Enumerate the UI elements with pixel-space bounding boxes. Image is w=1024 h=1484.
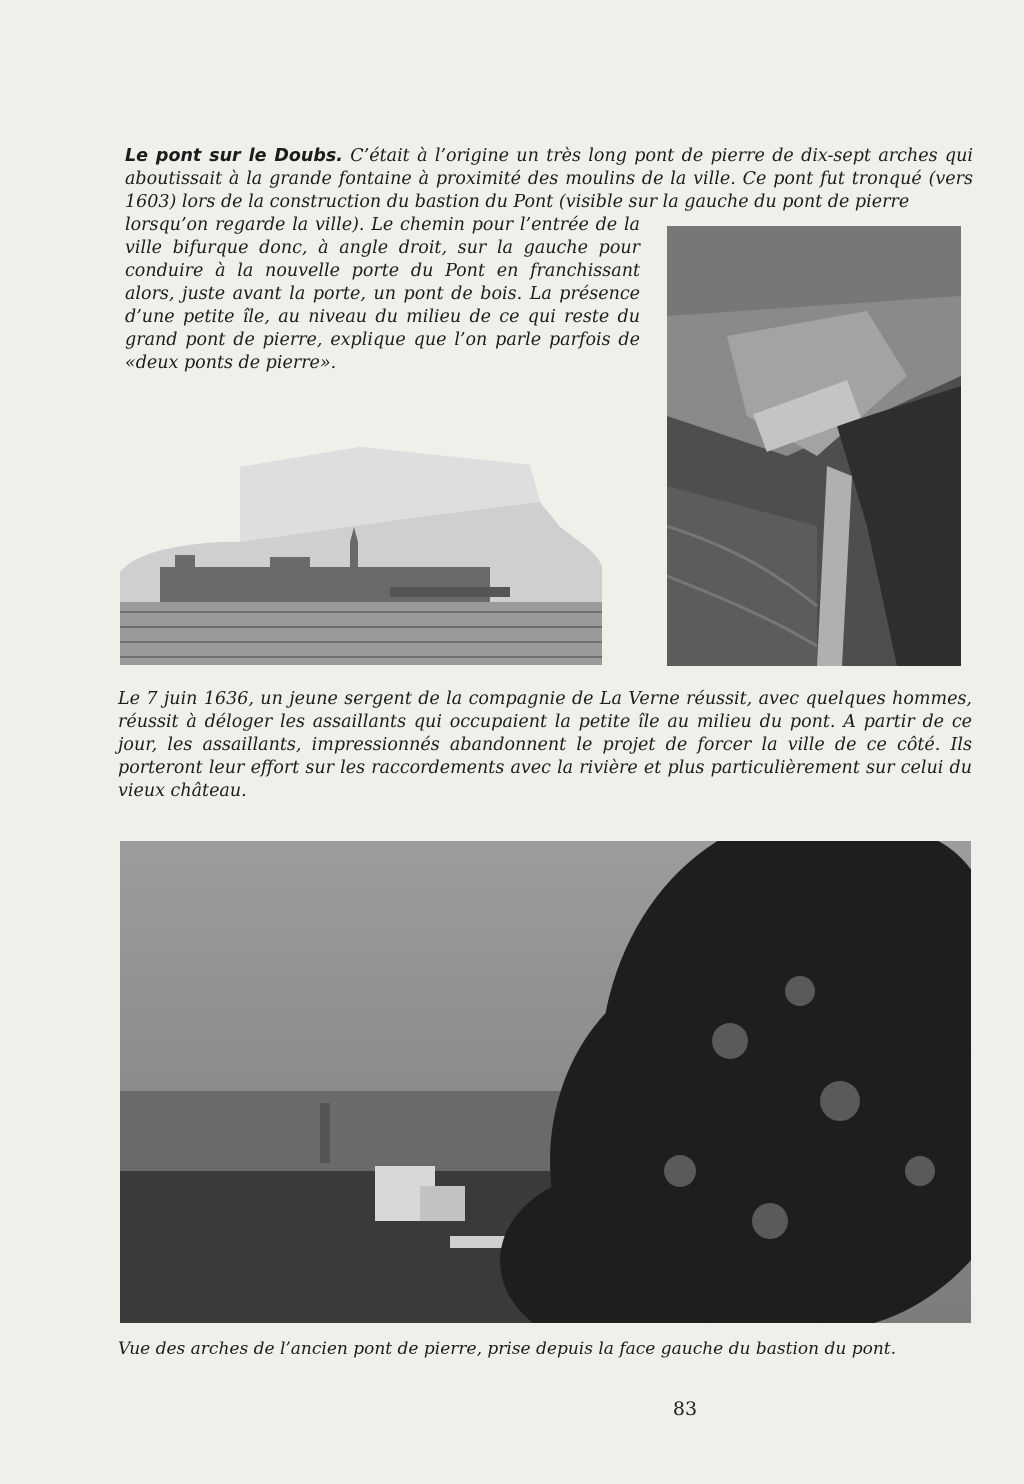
paragraph-bridge-intro-text: C’était à l’origine un très long pont de pierre de dix-sept arches qui aboutissait à la grande fontaine à proximité des moulins de la ville. Ce pont fut tronqué (vers 1603) lors de la construction du bastion du Pont (visible sur la gauche du pont de pierre [125, 146, 973, 212]
section-title: Le pont sur le Doubs. [125, 146, 343, 166]
paragraph-siege-1636: Le 7 juin 1636, un jeune sergent de la compagnie de La Verne réussit, avec quelques hommes, réussit à déloger les assaillants qui occupaient la petite île au milieu du pont. A partir de ce jour, les assaillants, impressionnés abandonnent le projet de forcer la ville de ce côté. Ils porteront leur effort sur les raccordements avec la rivière et plus particulièrement sur celui du vieux château. [118, 689, 972, 801]
bridge-arches-photo [120, 841, 971, 1323]
paragraph-bridge-detail: lorsqu’on regarde la ville). Le chemin pour l’entrée de la ville bifurque donc, à angle droit, sur la gauche pour conduire à la nouvelle porte du Pont en franchissant alors, juste avant la porte, un pont de bois. La présence d’une petite île, au niveau du milieu de ce qui reste du grand pont de pierre, explique que l’on parle parfois de «deux ponts de pierre». [125, 215, 640, 373]
city-engraving [120, 447, 602, 665]
aerial-model-photo [667, 226, 961, 666]
paragraph-bridge-intro [125, 145, 973, 214]
photo-caption: Vue des arches de l’ancien pont de pierre, prise depuis la face gauche du bastion du pont. [118, 1339, 897, 1359]
page-number: 83 [672, 1398, 698, 1420]
